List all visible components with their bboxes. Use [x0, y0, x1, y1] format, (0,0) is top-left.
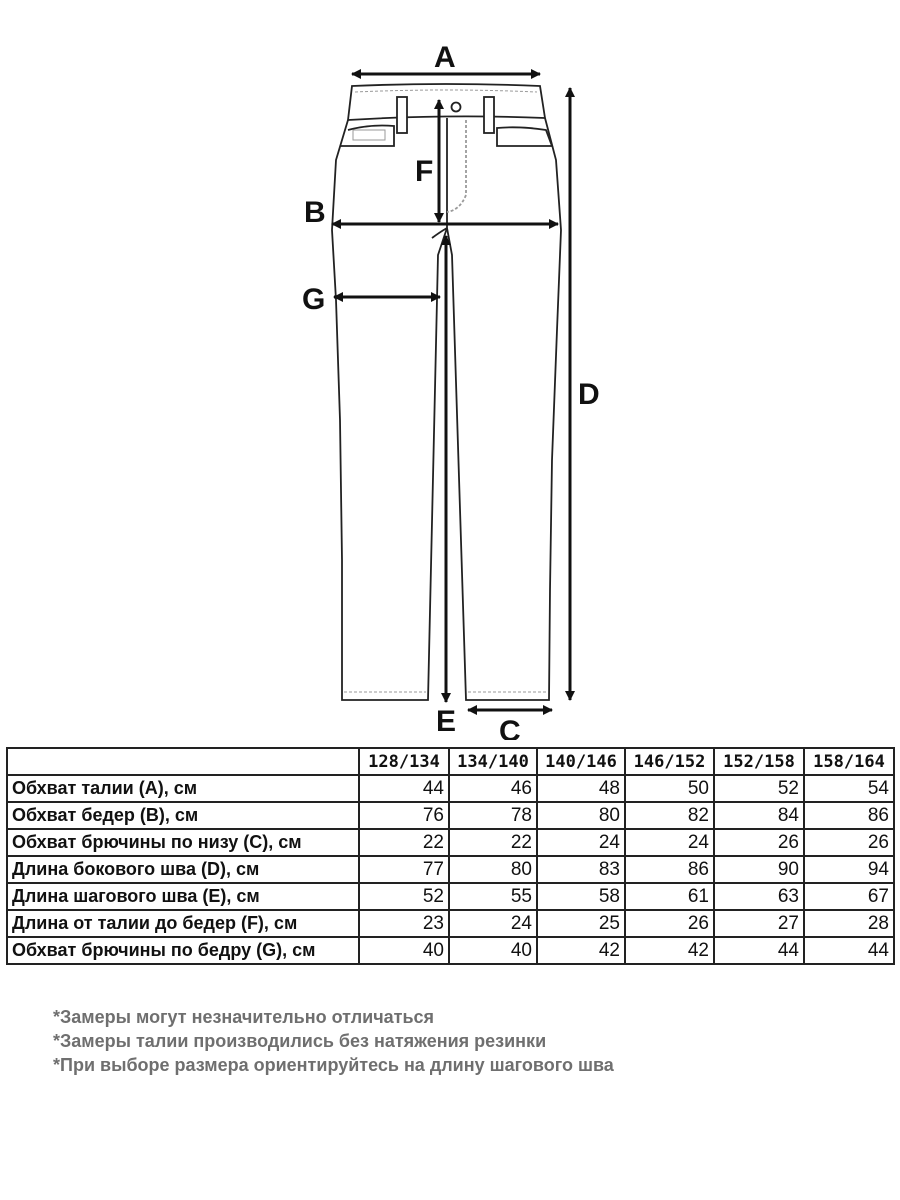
note-line: *Замеры могут незначительно отличаться — [53, 1007, 435, 1027]
measurement-cell: 86 — [625, 856, 714, 883]
size-header: 134/140 — [449, 748, 537, 775]
measurement-cell: 40 — [359, 937, 449, 964]
size-header: 128/134 — [359, 748, 449, 775]
measurement-cell: 22 — [359, 829, 449, 856]
table-row — [7, 883, 894, 910]
measurement-cell: 67 — [804, 883, 894, 910]
measurement-cell: 54 — [804, 775, 894, 802]
measurement-cell: 28 — [804, 910, 894, 937]
measurement-cell: 24 — [449, 910, 537, 937]
measurement-cell: 83 — [537, 856, 625, 883]
measurement-cell: 26 — [714, 829, 804, 856]
measurement-cell: 55 — [449, 883, 537, 910]
table-row — [7, 910, 894, 937]
measurement-cell: 80 — [537, 802, 625, 829]
measurement-cell: 44 — [804, 937, 894, 964]
table-row — [7, 775, 894, 802]
row-label: Длина бокового шва (D), см — [7, 856, 359, 883]
measurement-cell: 63 — [714, 883, 804, 910]
measurement-cell: 44 — [359, 775, 449, 802]
measurement-cell: 77 — [359, 856, 449, 883]
measurement-cell: 82 — [625, 802, 714, 829]
table-row — [7, 937, 894, 964]
measurement-cell: 24 — [625, 829, 714, 856]
row-label: Длина шагового шва (E), см — [7, 883, 359, 910]
measurement-cell: 40 — [449, 937, 537, 964]
row-label: Обхват брючины по бедру (G), см — [7, 937, 359, 964]
label-f: F — [415, 155, 434, 188]
measurement-cell: 42 — [625, 937, 714, 964]
measurement-cell: 90 — [714, 856, 804, 883]
measurement-cell: 27 — [714, 910, 804, 937]
measurement-cell: 44 — [714, 937, 804, 964]
measurement-cell: 50 — [625, 775, 714, 802]
note-line: *При выборе размера ориентируйтесь на длину шагового шва — [53, 1055, 614, 1075]
measurement-cell: 25 — [537, 910, 625, 937]
label-g: G — [302, 283, 326, 316]
row-label: Длина от талии до бедер (F), см — [7, 910, 359, 937]
label-d: D — [578, 378, 600, 411]
measurement-cell: 42 — [537, 937, 625, 964]
measurement-cell: 23 — [359, 910, 449, 937]
measurement-arrows — [332, 74, 570, 710]
label-a: A — [434, 41, 456, 74]
label-e: E — [436, 705, 457, 738]
table-row — [7, 802, 894, 829]
measurement-cell: 22 — [449, 829, 537, 856]
measurement-cell: 24 — [537, 829, 625, 856]
row-label: Обхват талии (A), см — [7, 775, 359, 802]
measurement-cell: 52 — [359, 883, 449, 910]
measurement-cell: 46 — [449, 775, 537, 802]
measurement-cell: 80 — [449, 856, 537, 883]
measurement-cell: 26 — [804, 829, 894, 856]
size-header: 140/146 — [537, 748, 625, 775]
label-b: B — [304, 196, 326, 229]
measurement-cell: 78 — [449, 802, 537, 829]
notes — [53, 1005, 614, 1077]
measurement-cell: 94 — [804, 856, 894, 883]
measurement-cell: 26 — [625, 910, 714, 937]
size-table — [6, 747, 895, 965]
measurement-cell: 76 — [359, 802, 449, 829]
measurement-cell: 48 — [537, 775, 625, 802]
measurement-cell: 86 — [804, 802, 894, 829]
note-line: *Замеры талии производились без натяжения резинки — [53, 1031, 547, 1051]
label-c: C — [499, 715, 521, 740]
measurement-cell: 84 — [714, 802, 804, 829]
table-header-row — [7, 748, 894, 775]
row-label: Обхват брючины по низу (C), см — [7, 829, 359, 856]
size-header: 146/152 — [625, 748, 714, 775]
measurement-cell: 52 — [714, 775, 804, 802]
size-header: 158/164 — [804, 748, 894, 775]
row-label: Обхват бедер (B), см — [7, 802, 359, 829]
table-row — [7, 856, 894, 883]
table-row — [7, 829, 894, 856]
measurement-cell: 61 — [625, 883, 714, 910]
measurement-cell: 58 — [537, 883, 625, 910]
table-corner — [7, 748, 359, 775]
size-header: 152/158 — [714, 748, 804, 775]
